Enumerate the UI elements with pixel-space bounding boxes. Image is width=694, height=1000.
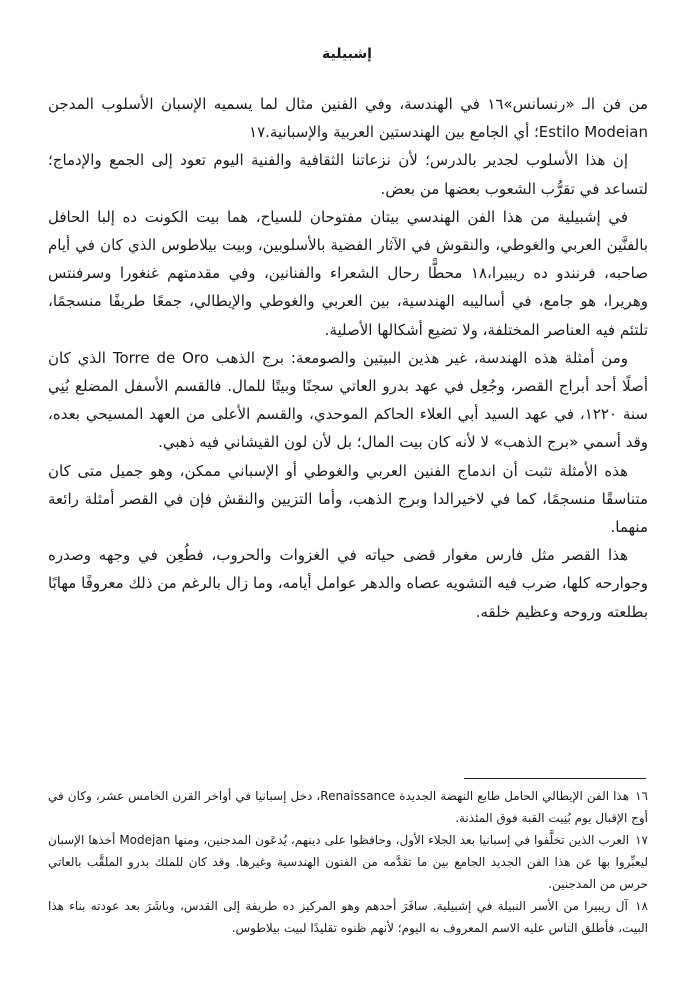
- footnotes: [48, 785, 648, 939]
- footnote-marker: ١٨: [635, 899, 648, 913]
- footnote-text: آل ريبيرا من الأسر النبيلة في إشبيلية. سافَرَ أحدهم وهو المركيز ده طريفة إلى القدس، وباشَرَ بعد عودته بناء هذا البيت، فأطلق الناس عليه الاسم المعروف به اليوم؛ لأنهم ظنوه تقليدًا لبيت بيلاطوس.: [48, 899, 648, 935]
- paragraph-2: إن هذا الأسلوب لجدير بالدرس؛ لأن نزعاتنا الثقافية والفنية اليوم تعود إلى الجمع والإدماج؛ لتساعد في تقرُّب الشعوب بعضها من بعض.: [48, 151, 648, 198]
- footnote-marker: ١٦: [635, 789, 648, 803]
- footnote-18: [48, 895, 648, 939]
- main-text: [48, 90, 648, 626]
- footnote-separator: [464, 778, 646, 779]
- paragraph-4: ومن أمثلة هذه الهندسة، غير هذين البيتين والصومعة: برج الذهب Torre de Oro الذي كان أصلًا أحد أبراج القصر، وجُعِل في عهد بدرو العاتي سجنًا وبيتًا للمال. فالقسم الأسفل المضلع بُنِي سنة ١٢٢٠، في عهد السيد أبي العلاء الحاكم الموحدي، والقسم الأعلى من العهد المسيحي بعده، وقد أسمي «برج الذهب» لا لأنه كان بيت المال؛ بل لأن لون القيشاني فيه ذهبي.: [48, 348, 648, 452]
- running-title: إشبيلية: [322, 46, 372, 62]
- footnote-text: هذا الفن الإيطالي الحامل طابع النهضة الجديدة Renaissance، دخل إسبانيا في أواخر القرن الخامس عشر، وكان في أوج الإقبال يوم بُنِيت القبة فوق المئذنة.: [48, 789, 648, 825]
- paragraph-6: هذا القصر مثل فارس مغوار قضى حياته في الغزوات والحروب، فطُعِن في وجهه وصدره وجوارحه كلها، ضرب فيه التشويه عصاه والدهر عوامل أيامه، وما زال بالرغم من ذلك معروفًا مهابًا بطلعته وروحه وعظيم خلقه.: [48, 546, 648, 621]
- paragraph-1: من فن الـ «رنسانس»١٦ في الهندسة، وفي الفنين مثال لما يسميه الإسبان الأسلوب المدجن Estilo Modeian؛ أي الجامع بين الهندستين العربية والإسبانية.١٧: [48, 95, 648, 142]
- paragraph-5: هذه الأمثلة تثبت أن اندماج الفنين العربي والغوطي أو الإسباني ممكن، وهو جميل متى كان متناسقًا منسجمًا، كما في لاخيرالدا وبرج الذهب، وأما التزيين والنقش فإن في القصر أمثلة رائعة منهما.: [48, 461, 648, 537]
- footnote-16: [48, 785, 648, 829]
- paragraph-3: في إشبيلية من هذا الفن الهندسي بيتان مفتوحان للسياح، هما بيت الكونت ده إلبا الحافل بالفنَّين العربي والغوطي، والنقوش في الآثار الفضية بالأسلوبين، وبيت بيلاطوس الذي كان في أيام صاحبه، فرنندو ده ريبيرا،١٨ محطًّا رحال الشعراء والفنانين، وفي مقدمتهم غنغورا وسرفنتس وهريرا، هو جامع، في أساليبه الهندسية، بين العربي والغوطي والإيطالي، جمعًا طريفًا منسجمًا، تلتئم فيه العناصر المختلفة، ولا تضيع أشكالها الأصلية.: [48, 207, 648, 339]
- footnote-text: العرب الذين تخلَّفوا في إسبانيا بعد الجلاء الأول، وحافظوا على دينهم، يُدعَون المدجنين، ومنها Modejan أخذها الإسبان ليعبِّروا بها عن هذا الفن الجديد الجامع بين ما تقدَّمه من الفنون الهندسية وغيرها. وقد كان للملك بدرو الملقَّب بالعاتي حرس من المدجنين.: [48, 833, 648, 891]
- footnote-17: [48, 829, 648, 895]
- footnote-marker: ١٧: [635, 833, 648, 847]
